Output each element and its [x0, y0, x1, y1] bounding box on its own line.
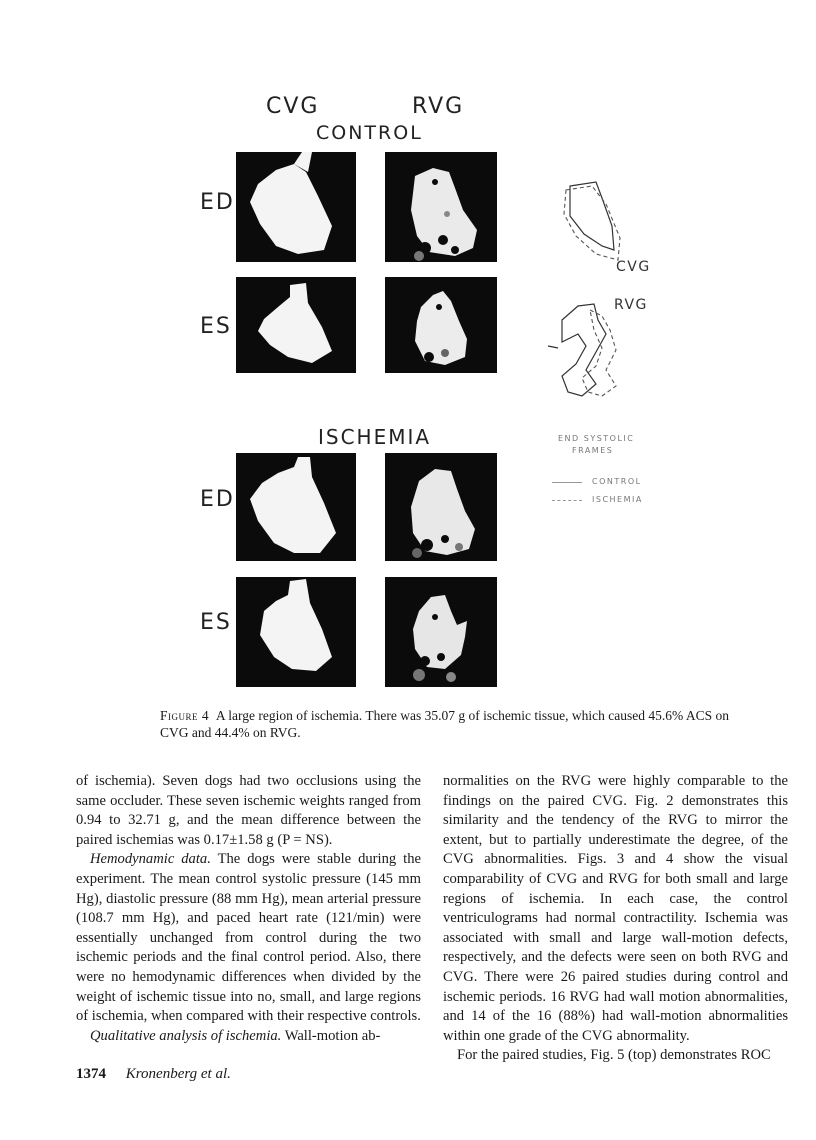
figure-caption-label: Figure 4: [160, 708, 210, 723]
left-text-column: [76, 772, 421, 1046]
hemodynamic-heading: Hemodynamic data.: [90, 851, 211, 868]
right-paragraph-1: normalities on the RVG were highly comparable to the findings on the paired CVG. Fig. 2 demonstrates this similarity and the tendency of the RVG to mirror the extent, but to partially underestimate the degree, of the CVG abnormalities. Figs. 3 and 4 show the visual comparability of CVG and RVG for both small and large regions of ischemia. In each case, the control ventriculograms had normal contractility. Ischemia was associated with small and large wall-motion defects, respectively, and the defects were seen on both RVG and CVG. There were 26 paired studies during control and ischemic periods. 16 RVG had wall motion abnormalities, and 14 of the 16 (88%) had wall-motion abnormalities within one grade of the CVG abnormality.: [443, 773, 788, 1044]
legend-control-label: CONTROL: [592, 477, 642, 486]
row-label-ischemia-es: ES: [200, 610, 232, 635]
legend-ischemia-label: ISCHEMIA: [592, 495, 643, 504]
left-paragraph-1: of ischemia). Seven dogs had two occlusions using the same occluder. These seven ischemic weights ranged from 0.94 to 32.71 g, and the mean difference between the paired ischemias was 0.17±1.58 g (P = NS).: [76, 773, 421, 848]
rvg-control-ed-image: [385, 152, 497, 262]
row-label-control-ed: ED: [200, 190, 235, 215]
right-text-column: [443, 772, 788, 1066]
legend-ischemia-line: [552, 500, 582, 501]
row-label-ischemia-ed: ED: [200, 487, 235, 512]
ischemia-section-title: ISCHEMIA: [318, 425, 432, 449]
legend-title-line2: FRAMES: [572, 446, 614, 455]
left-paragraph-2: [76, 850, 421, 1026]
cvg-control-es-image: [236, 277, 356, 373]
end-systolic-outline-diagram: [536, 170, 656, 410]
rvg-control-es-image: [385, 277, 497, 373]
figure-caption-text: A large region of ischemia. There was 35.07 g of ischemic tissue, which caused 45.6% ACS on CVG and 44.4% on RVG.: [160, 708, 730, 740]
diagram-cvg-label: CVG: [616, 259, 651, 275]
figure-caption: [160, 707, 740, 741]
right-paragraph-2: For the paired studies, Fig. 5 (top) demonstrates ROC: [457, 1047, 771, 1064]
cvg-control-ed-image: [236, 152, 356, 262]
left-paragraph-3: [76, 1027, 421, 1047]
rvg-column-label: RVG: [412, 94, 465, 119]
row-label-control-es: ES: [200, 314, 232, 339]
page-footer: [76, 1066, 231, 1083]
cvg-column-label: CVG: [266, 94, 320, 119]
running-authors: Kronenberg et al.: [125, 1066, 231, 1082]
page-number: 1374: [76, 1066, 106, 1082]
control-section-title: CONTROL: [316, 122, 423, 144]
cvg-ischemia-ed-image: [236, 453, 356, 561]
rvg-ischemia-ed-image: [385, 453, 497, 561]
diagram-rvg-label: RVG: [614, 297, 648, 313]
cvg-ischemia-es-image: [236, 577, 356, 687]
legend-title-line1: END SYSTOLIC: [558, 434, 635, 443]
rvg-ischemia-es-image: [385, 577, 497, 687]
qualitative-heading: Qualitative analysis of ischemia.: [90, 1027, 282, 1044]
legend-control-line: [552, 482, 582, 483]
hemodynamic-body: The dogs were stable during the experiment. The mean control systolic pressure (145 mm Hg), diastolic pressure (88 mm Hg), mean arterial pressure (108.7 mm Hg), and paced heart rate (121/min) were essentially unchanged from control during the two ischemic periods and the final control period. Also, there were no hemodynamic differences when divided by the weight of ischemic tissue into no, small, and large regions of ischemia, when compared with their respective controls.: [76, 851, 421, 1025]
qualitative-body: Wall-motion ab-: [281, 1027, 381, 1044]
